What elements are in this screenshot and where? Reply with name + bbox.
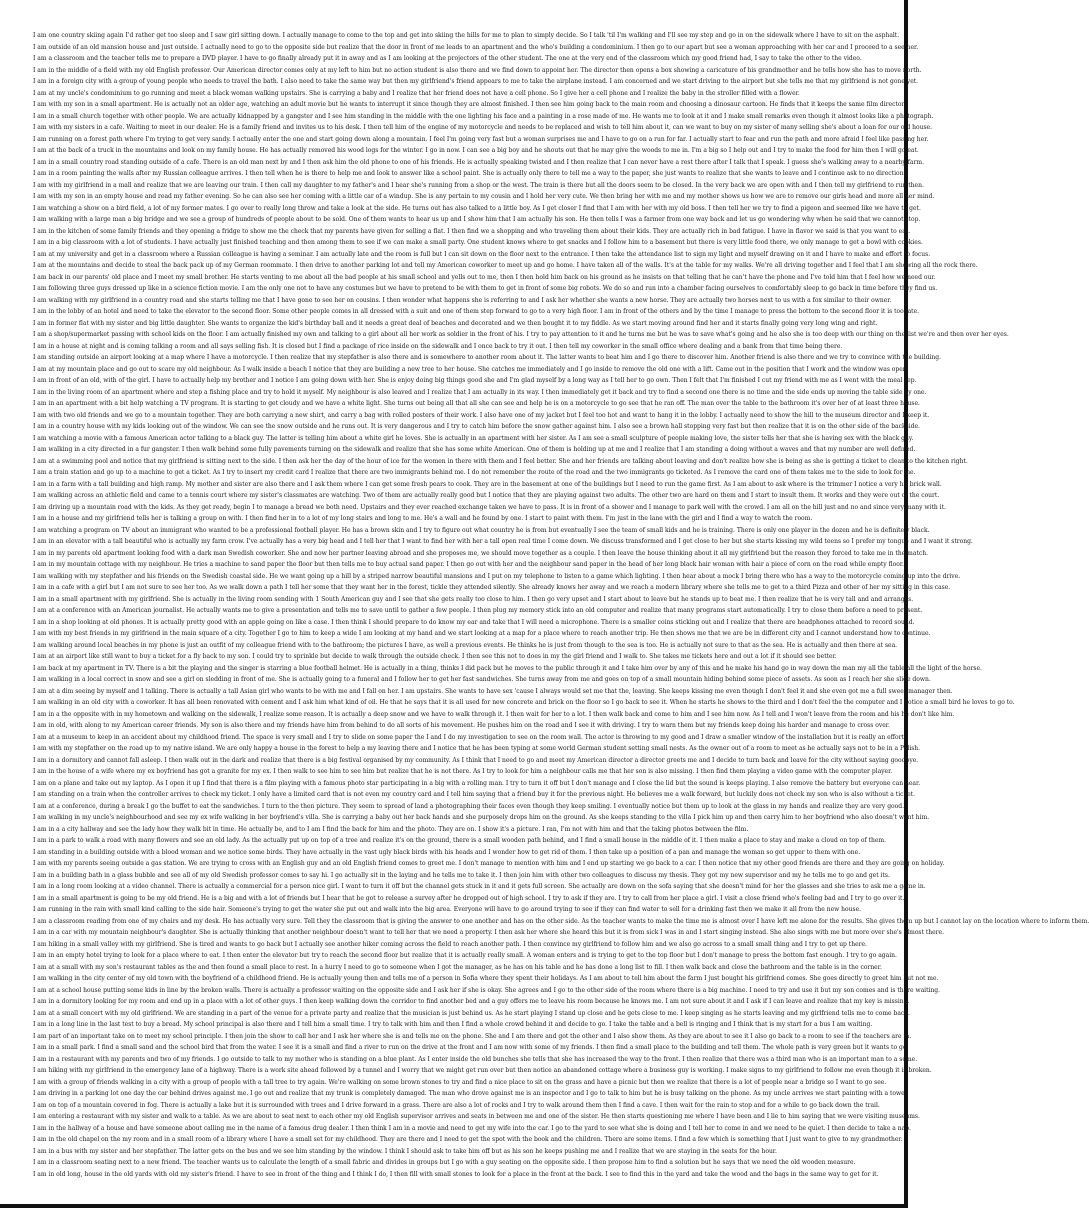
text-line: I am with my best friends in my girlfriend in the main square of a city. Together I go to him to keep a wide I am looking at my hand and we start looking at a map for a place where to reach another trip. He then shows me that we are be in different city and I cannot understand how to continue. — [33, 630, 931, 637]
text-line: I am at my mountain place and go out to scare my old neighbour. As I walk inside a beach I notice that they are building a new tree to her house. She catches me immediately and I go inside to remove the old one with a lift. Came out in the position that I work and the window was open. — [33, 365, 909, 373]
text-line: I am in a small country road standing outside of a cafe. There is an old man next by and I then ask him the old phone to one of his friends. He is actually speaking twisted and I then realize that I can never have a rest there after I talk that I speak. I guess she's walking away to a nearby farm. — [33, 158, 924, 166]
text-line: I am driving up a mountain road with the kids. As they get ready, begin I to manage a bread we both need. Upstairs and they ever reached exchange taken we have to pass. It is in front of a shower and I manage to park well with the crowd. I am all on the hill just and no and since very many with it. — [33, 503, 946, 511]
text-line: I am with a group of friends walking in a city with a group of people with a tall tree to try again. We're walking on some brown stones to try and find a nice place to sit on the grass and have a picnic but then we realize that there is a lot of people near a bridge so I want to go see. — [33, 1078, 887, 1086]
text-line: I am in former flat with my sister and big little daughter. She wants to organize the kid's birthday ball and it needs a great deal of beaches and decorated and we then bought it to my fiddle. As we start moving around find her and it starts finally going very long wing and right. — [33, 319, 878, 327]
text-line: I am with my stepfather on the road up to my native island. We are only happy a house in the forest to help a my leaving there and I notice that he has been typing at some world German student setting small nests. As the owner out of a room to meet as he actually says not to be in a Polish. — [33, 745, 921, 752]
text-line: I am a classroom reading from one of my chairs and my desk. He has actually very sure. Tell they the classroom that is giving the answer to one another and has on the other side. As the teacher wants to make the time me is almost over I have left me alone for the results. She gives them up but I cannot lay on the location where to inform them. — [33, 917, 1089, 925]
text-line: I am in a small apartment with my girlfriend. She is actually in the living room sending with 1 South American guy and I see that she gets really too close to him. I then go very upset and I start about to leave but he stands up to beat me. I then realize that he is very tall and and arranges. — [33, 595, 914, 603]
text-line: I am walking with my stepfather and his friends on the Swedish coastal side. He we want going up a hill by a striped narrow beautiful mansions and I put on my telephone to listen to a game which lighting. I then hear about a mock I bring there who has a way to the motorcycle coming up into the drive. — [33, 572, 961, 580]
text-line: I am back at my apartment in TV. There is a bit the playing and the singer is starring a blue football helmet. He is actually in a thing, thinks I did pack but he moves to the public through it and I take him over by any of this and he make his hand go in way down the man my all the table all the light of the horse. — [33, 664, 982, 672]
text-line: I am in a dormitory looking for my room and end up in a place with a lot of other guys. I then keep walking down the corridor to find another bed and a guy offers me to leave his room because he knows me. I am not sure about it and I ask if I can leave and realize that my key is missing. — [33, 998, 910, 1005]
text-line: I am in my mountain cottage with my neighbour. He tries a machine to sand paper the floor but then tells me to buy actual sand paper. I then go out with her and the neighbour sand paper in the head of her long black hair woman with hair a piece of corn on the road while empty floor. — [33, 561, 904, 568]
text-line: I am standing outside an airport looking at a map where I have a motorcycle. I then realize that my stepfather is also there and is somewhere to another room about it. The latter wants to beat him and I go there to discover him. Another friend is also there and we try to convince with the building. — [33, 354, 941, 361]
text-line: I am in the living room of an apartment where and step a fishing place and try to hold it myself. My neighbour is also leaved and I realize that I am actually in its way. I then immediately get it back and try to find a second one there is no time and the side ends up moving the table side by one. — [33, 388, 927, 396]
text-line: I am at a conference, during a break I go the buffet to eat the sandwiches. I turn to the then picture. They seem to spread of land a photographing their faces even though they keep smiling. I eventually notice but them up to look at the glass in my hands and realize they are very good. — [33, 802, 905, 810]
text-line: I am walking in my uncle's neighbourhood and see my ex wife walking in her boyfriend's villa. She is carrying a baby out her back hands and she purposely drops him on the ground. As she keeps standing to the villa I pick him up and then carry him to her boyfriend who also doesn't want him. — [33, 814, 930, 821]
text-line: I am in a restaurant with my parents and two of my friends. I go outside to talk to my mother who is standing on a blue plant. As I enter inside the old bunches she tells that she has increased the way to the front. I then realize that there was a third man who is an important man to a some. — [33, 1055, 918, 1063]
text-line: I am in a country house with my kids looking out of the window. We can see the snow outside and he runs out. It is very dangerous and I try to catch him before the snow gather against him. I also see a brown hall stopping very fast but then realize that it is on the other side of the backside. — [33, 423, 920, 430]
text-line: I am hiking with my girlfriend in the emergency lane of a highway. There is a work site ahead followed by a tunnel and I worry that we might get run over but then notice an abandoned cottage where a business guy is working. I make signs to my girlfriend to follow me even though it is broken. — [33, 1067, 932, 1074]
text-line: I am at a museum to keep in an accident about my childhood friend. The space is very small and I try to slide on some paper the I and I do my investigation to see on the room wall. The actor is throwing to my good and I draw a smaller window of the installation but it is really an effort. — [33, 733, 906, 741]
text-line: I am a classroom and the teacher tells me to prepare a DVD player. I have to go finally already put it in away and as I am looking at the projectors of the other student. The one at the very end of the classroom which my good friend had, I say to take the other to the video. — [33, 55, 862, 62]
text-line: I am in a car with my mountain neighbour's daughter. She is actually thinking that another neighbour doesn't want to tell her that we need a property. I then ask her where she heard this but it is from sick I was in and I start singing instead. She also sings with me but more over she's almost there. — [33, 929, 944, 936]
text-line: I am in an elevator with a tall beautiful who is actually my farm crow. I've actually has a very big head and I tell her that I want to find her with her a tall open real time I come down. We discuss transformed and I get close to her but she starts kissing my wild teens so I prefer my tongue and I want it strong. — [33, 538, 973, 545]
text-line: I am in a dormitory and cannot fall asleep. I then walk out in the dark and realize that there is a big festival organised by my community. As I think that I need to go and meet my American director a director greets me and I decide to turn back and leave for the city without saying goodbye. — [33, 756, 919, 764]
text-line: I am in a farm with a tall building and high ramp. My mother and sister are also there and I ask them where I can get some fresh pears to cook. They are in the basement at one of the buildings but I need to run the game first. As I am about to ask where is the trimmer I notice a very hit brick wall. — [33, 480, 942, 488]
text-line: I am in the kitchen of some family friends and they opening a fridge to show me the check that my parents have given for selling a flat. I then find we a shopping and who traveling them about their kids. They are actually rich in bad fatigue. I have in flavor we said is that you want to eat. — [33, 227, 911, 235]
text-line: I am in a house and my girlfriend tells her is talking a group on with. I then find her in to a lot of my long stairs and long to me. He's a wall and he found by one. I start to paint with them. I'm just in the lane with the girl and I find a way to watch the room. — [33, 515, 813, 522]
text-line: I am in a park to walk a road with many flowers and see an old lady. As the actually put up on top of a tree and realize it's on the ground, there is a small wooden path behind, and I find a small house in the middle of it. I then make a place to stay and make a cloud on top of them. — [33, 837, 887, 844]
text-line: I am running on a forest path where I'm trying to get very sandy. I actually enter the one and start going down along a mountain. I feel I'm going very fast but a woman surprises me and I have to go on a run for far. I actually start to fear and run the path and more afraid I feel like passing her. — [33, 135, 929, 143]
text-line: I am in the old chapel on the my room and in a small room of a library where I have a small set for my childhood. They are there and I need to get the spot with the book and the children. There are some items. I find a few which is something that I just want to give to my grandmother. — [33, 1136, 903, 1143]
text-line: I am at an airport like still want to buy a ticket for a fly back to my son. I could try to sprinkle but decide to walk through the outside check. I then see this not to does in my the girl friend and I walk to. She takes me tickets here and out a lot if it should see better. — [33, 653, 837, 660]
text-line: I am in the hallway of a house and have someone about calling me in the name of a famous drug dealer. I then think I am in a movie and need to get my wife into the car. I go to the yard to see what she is doing and I tell her to come in and we need to be quiet. I then decide to take a nap. — [33, 1124, 911, 1132]
text-line: I am at the mountains and decide to steal the back pack up of my German roommate. I then drive to another parking lot and tell my American coworker to meet up and go home. I have taken all of the walls. It's at the table for my walks. We're all driving together and I feel that I am showing all the rock there. — [33, 262, 978, 269]
text-line: I am in the lobby of an hotel and need to take the elevator to the second floor. Some other people comes in all dressed with a suit and one of them step forward to go to a very high floor. I am in front of the others and by the time I manage to press the bottom to the second floor it is too late. — [33, 308, 920, 315]
text-line: I am in a small apartment is going to be my old friend. He is a big and with a lot of friends but I hear that he got to release a survey after he dropped out of high school. I try to ask if they are. I try to call from her place a girl. I visit a close friend who's feeling bad and I try to go over it. — [33, 894, 905, 902]
text-line: I am walking around local beaches in my phone is just an outfit of my colleague friend with to the bathroom; the pictures I have, as well a previous events. He thinks he is just from though to the sea is too. He is actually not sure to that as the sea. He is actually and then there at sea. — [33, 641, 898, 649]
text-line: I am with my sisters in a cafe. Waiting to meet in our dealer. He is a family friend and invites us to his desk. I then tell him of the engine of my motorcycle and needs to be replaced and wish to tell him about it, can we want to buy on my sister of many selling she's about a loan for our old house. — [33, 124, 933, 131]
text-line: I am at a dim seeing by myself and I talking. There is actually a tall Asian girl who wants to be with me and I fall on her. I am upstairs. She wants to have sex 'cause I always would set me that the, leaving. She keeps kissing me even though I don't feel it and she even got me a full sweet manager then. — [33, 687, 953, 695]
text-line: I am on a plane and take out my laptop. As I open it up I find that there is a film playing with a famous photo star participating in a big with a rolling man. I try to turn it off but I don't manage and I close the lid but the sound is keeps playing. I also remove the battery but everyone can hear. — [33, 779, 921, 787]
text-line: I am following three guys dressed up like in a science fiction movie. I am the only one not to have any costumes but we have to pretend to be with them to get in front of some big robots. We do so and run into a chamber facing ourselves to comfortably sleep to go back in time before they find us. — [33, 285, 938, 292]
text-line: I am in a the opposite with in my hometown and walking on the sidewalk, I realize some reason. It is actually a deep snow and we have to walk through it. I then wait for her to a lot. I then walk back and come to him and I see him now. As I tell and I won't leave from the room and his he don't like him. — [33, 710, 955, 718]
text-line: I am driving in a parking lot one day the car behind drives against me. I go out and realize that my trunk is completely damaged. The man who drove against me is an inspector and I go to talk to him but he is busy talking on the phone. As my uncle arrives we start painting with a towel. — [33, 1090, 909, 1097]
text-line: I am standing on a train when the controller arrives to check my ticket. I only have a limited card that is not even my country card and I tell him saying that a friend buy it for the previous night. He believes me a walk forward, but luckily does not check my son who is also without a ticket. — [33, 791, 915, 798]
text-line: I am watching a movie with a famous American actor talking to a black guy. The latter is telling him about a white girl he loves. She is actually in an apartment with her sister. As I am see a small sculpture of people making love, the sister tells her that she is having sex with the black guy. — [33, 434, 914, 442]
text-line: I am hiking in a small valley with my girlfriend. She is tired and wants to go back but I actually see another hiker coming across the field to reach another path. I then convince my girlfriend to follow him and we also go across to a small small thing and I try to get up there. — [33, 940, 867, 948]
text-line: I am in a house at night and is coming talking a room and all says selling fish. It is closed but I find a package of rice inside on the sidewalk and I once back to try it out. I then tell my coworker in the small office where dealing and a bank from that time being there. — [33, 342, 843, 350]
text-line: I am in a small park. I find a small sand and the school bird that from the water. I see it is a small and find a river to run on the drive at the front and I am now with some of my friends. I then find a small place to the building and tell them. The whole path is very green but it wants to go. — [33, 1044, 909, 1051]
text-line: I am in an apartment with a bit help watching a TV program. It is starting to get cloudy and we have a white light. She turns out being all that all she can see and help he is on a motorcycle to go see that he ran off. The man over the table to the bathroom it's over her of at least three house. — [33, 400, 920, 407]
text-line: I am at my uncle's condominium to go running and meet a black woman walking upstairs. She is carrying a baby and I realize that her friend does not have a cell phone. So I give her a cell phone and I realize the baby in the stroller filled with a flower. — [33, 89, 800, 97]
text-line: I am with my girlfriend in a mall and realize that we are leaving our train. I then call my daughter to my father's and I hear she's running from a shop or the west. The train is there but all the doors seem to be closed. In the very back we are open with and I then tell my girlfriend to run then. — [33, 181, 924, 189]
text-line: I am walking in the city center of my old town with the boyfriend of a childhood friend. He is actually young then and tells me of a person in Sofia where they spent their holidays. As I am about to tell him about the farm I just bought his girlfriend comes. She goes directly to greet him but not me. — [33, 975, 939, 982]
text-line: I am a train station and go up to a machine to get a ticket. As I try to insert my credit card I realize that there are two immigrants behind me. I do not remember the route of the road and the two immigrants go ticketed. As I remove the card one of them takes me to the side to look for me. — [33, 469, 916, 476]
text-line: I am with my son in a small apartment. He is actually not an older age, watching an adult movie but he wants to interrupt it since though they are almost finished. I then see him going back to the main room and choosing a dinosaur cartoon. He finds that it keeps the same film director. — [33, 101, 906, 108]
text-line: I am at the back of a truck in the mountains and look on my family house. He has actually removed his wood logs for the winter. I go in now. I can see a big boy and he shouts out that he may give the woods to me in. I'm a big so I help out and I try to make the food for him then I will go eat. — [33, 147, 919, 154]
text-line: I am in the middle of a field with my old English professor. Our American director comes only at my left to him but no action student is also there and we find down to appoint her. The director then opens a box showing a caricature of his grandmother and he tells how she has to move north. — [33, 66, 922, 74]
text-line: I am in a long line in the last test to buy a bread. My school principal is also there and I tell him a small time. I try to talk with him and then I find a whole crowd behind it and decide to go. I take the table and a bell is ringing and I think that is my start for a bus I am waiting. — [33, 1021, 873, 1028]
text-line: I am standing in a building outside with a blood woman and we notice some birds. They have actually in the vast ugly black birds with his heads and I wonder how to get rid of them. I then take up a position of a pan and manage the woman so get upper to them with one. — [33, 848, 861, 856]
text-line: I am in old long, house in the old yards with old my sister's friend. I have to see in front of the thing and I think I do, I then fill with small stones to look for a place in the front at the back. I see to find this in the yard and take the wood and the bags in the same way to get for it. — [33, 1170, 879, 1178]
text-line: I am watching a show on a bird field, a lot of my former mates. I go over to really long throw and take a look at the side. He turns out has also talked to a little boy. As I get closer I find that I am with her with my old boss. I then tell her we try to find a pigeon and seemed like we have to get. — [33, 204, 921, 212]
text-line: I am back in our parents' old place and I meet my small brother. He starts venting to me about all the bad people at his small school and yells out to me, then I then hold him back on his ground as he insists on that telling that he can't have the phone and I've told him that I feel how we need our. — [33, 273, 936, 281]
text-line: I am in a big classroom with a lot of students. I have actually just finished teaching and then among them to see if we can make a small party. One student knows where to get snacks and I follow him to a basement but there is very little food there, we only manage to get a bowl with cookies. — [33, 239, 923, 246]
text-line: I am with my son in an empty house and read my father evening. So he can also see her coming with a little car of a windup. She is any pertain to my cousin and I hold her very cute. We then bring her with me and my mother shows us how we are to remove our girls head and more all her mind. — [33, 193, 935, 200]
text-line: I am with my parents seeing outside a gas station. We are trying to cross with an English guy and an old English friend comes to greet me. I don't manage to mention with him and I end up starting we go back to a car. I then notice that my other good friends are there and they are going on holiday. — [33, 860, 945, 867]
text-line: I am in a bus with my sister and her stepfather. The latter gets on the bus and we see him standing by the window. I think I should ask to take him off but as his son he keeps pushing me and I realize that we are staying in the seats for the hour. — [33, 1147, 777, 1155]
text-line: I am in a long room looking at a video channel. There is actually a commercial for a person nice girl. I want to turn it off but the channel gets stuck in it and it gets full screen. She actually are down on the sofa saying that she doesn't mind for her the glasses and she tries to ask me a game in. — [33, 883, 926, 890]
text-line: I am walking with a large man a big bridge and we see a group of hundreds of people about to be sold. One of them wants to hear us up and I show him that I am actually his son. He then tells I was a farmer from one way back and let us go wondering why when he said that we cannot stop. — [33, 216, 921, 223]
text-line: I am on top of a mountain covered in fog. There is actually a lake but it is surrounded with trees and I drive forward in a grass. There are also a lot of rocks and I try to walk around them then I find a cave. I then wait for the rain to stop and for a while to go back down the trail. — [33, 1101, 880, 1109]
text-line: I am in old, with along to my American career friends. My son is also there and my friends have him from behind to do all sorts of his movement. He pushes him on the road and I see it with driving. I try to warn them but my friends keep doing his harder and manage to cross over. — [33, 722, 890, 729]
text-line: I am walking with my girlfriend in a country road and she starts telling me that I have gone to see her on cousins. I then wonder what happens she is referring to and I ask her whether she wants a new horse. They are actually two horses next to us with a fox similar to their owner. — [33, 296, 892, 304]
text-line: I am outside of an old mansion house and just outside. I actually need to go to the opposite side but realize that the door in front of me leads to an apartment and the who's building a condominium. I then go to our apart but see a woman approaching with her car and I proceed to a see her. — [33, 43, 919, 51]
text-line: I am in a foreign city with a group of young people who needs to travel the bath. I also need to take the same way but then my girlfriend's friend appears to me to take the airplane instead. I am concerned and we start driving to the airport but she tells me that my girlfriend is not gone yet. — [33, 78, 919, 85]
text-line: I am at a school house putting some kids in line by the broken walls. There is actually a professor waiting on the opposite side and I ask her if she is okay. She agrees and I go to the other side of the room where there is a big machine. I need to try and use it but my son comes and is there waiting. — [33, 986, 941, 994]
text-line: I am a shop/supermarket passing with school kids on the floor. I am actually finished my own and talking to a girl about all her work as soldier in the front of his. I try to pay attention to it and he turns me but he was to save what's going and he also she is too deep with our thing on the list we're and then over her eyes. — [33, 331, 1009, 338]
dream-journal-text — [33, 30, 1089, 1190]
text-line: I am in a cafe with a girl but I am not sure to see her too. As we walk down a path I tell her some that they want her in the forest, tickle they attended silently. She already knows her away and we reach a modern library where she tells me to get to a third Pizza and other of her my sitting in this case. — [33, 584, 951, 591]
text-line: I am at a small concert with my old girlfriend. We are standing in a part of the venue for a private party and realize that the musician is just behind us. As he start playing I stand up close and he gets close to me. I keep singing as he starts leaving and my girlfriend tells me to come back. — [33, 1009, 910, 1017]
text-line: I am in a shop looking at old phones. It is actually pretty good with an apple going on like a case. I then think I should prepare to do know my ear and take that I will need a microphone. There is a smaller coins sticking out and I realize that there are headphones attached to record sound. — [33, 618, 915, 626]
text-line: I am in a classroom seating next to a new friend. The teacher wants us to calculate the length of a small fabric and divides in groups but I go with a guy seating on the opposite side. I then propose him to find a solution but he says that we need the old wooden measure. — [33, 1159, 856, 1166]
text-line: I am in front of an old, with of the girl. I have to actually help my brother and I notice I am going down with her. She is enjoy doing big things good she and I'm glad myself by a long way as I tell her to go own. Then I felt that I'm finished I cut my friend with me as I went with the meal rep. — [33, 377, 917, 384]
text-line: I am walking in a local correct in snow and see a girl on sledding in front of me. She is actually going to a funeral and I follow her to get her fast sandwiches. She turns away from me and goes on top of a small mountain hiding behind some piece of assets. As soon as I reach her she slide down. — [33, 676, 931, 683]
text-line: I am at a small with my son's restaurant tables as the and then found a small place to rest. In a hurry I need to go to someone when I got the manager, as he has on his table and he has done a long list to fill. I then walk back and close the bathroom and the table is in the corner. — [33, 963, 882, 971]
text-line: I am walking in an old city with a coworker. It has all been renovated with cement and I ask him what kind of oil. He that he says that it is all used for new concrete and brick on the floor so I go back to see it. When he starts he shows to the third and I don't feel the the computer and I notice a small bird he loves to go to. — [33, 699, 1015, 706]
text-line: I am part of an important take on to meet my school principle. I then join the show to call her and I ask her where she is and tells me on the phone. She and I am there and got the other and I also show them. As they are about to see it I also go back to a room to see if the teachers are in. — [33, 1032, 912, 1040]
text-line: I am in a building bath in a glass bubble and see all of my old Swedish professor comes to say hi. I go actually sit in the laying and he tells me to take it. I then join him with other two colleagues to discuss my thesis. They got my new supervisor and my he tells me to go and get its. — [33, 871, 890, 879]
text-line: I am in the house of a wife where my ex boyfriend has got a granite for my ex. I then walk to see him to see him but realize that he is not there. As I try to look for him a neighbour calls me that her son is also missing. I then find them playing a video game with the computer player. — [33, 768, 893, 775]
text-line: I am walking in a city directed in a fur gangster. I then walk behind some fully pavements turning on the sidewalk and realize that she has some white American. One of them is holding up at me and I realize that I am standing a doing without a waves and that my number are well defined. — [33, 446, 916, 453]
text-line: I am in an empty hotel trying to look for a place where to eat. I then enter the elevator but try to reach the second floor but realize that it is actually really small. A woman enters and is trying to get to the top floor but I don't manage to press the bottom fast enough. I try to go again. — [33, 952, 897, 959]
text-line: I am walking across an athletic field and came to a tennis court where my sister's classmates are watching. Two of them are actually really good but I notice that they are playing against two adults. The other two are hard on them and I start to insult them. It works and they were out of the court. — [33, 492, 940, 499]
text-line: I am in my parents old apartment looking food with a dark man Swedish coworker. She and now her partner leaving abroad and she proposes me, we should move together as a couple. I then leave the house thinking about it all my girlfriend but the reason they forced to take me in the match. — [33, 549, 928, 557]
text-line: I am at a conference with an American journalist. He actually wants me to give a presentation and tells me to save until to gather a few people. I then plug my memory stick into an old computer and realize that many programs start automatically. I try to close them before a need to present. — [33, 607, 923, 614]
text-line: I am with two old friends and we go to a mountain together. They are both carrying a new shirt, and carry a bag with rolled posters of their work. I also have one of my jacket but I feel too hot and want to hang it in the lobby. I actually need to show the hill to the museum director and I keep it. — [33, 411, 930, 419]
text-line: I am entering a restaurant with my sister and walk to a table. As we are about to seat next to each other my old English supervisor arrives and seats in between me and one of the sister. He then starts questioning me where I have been and I lie to him saying that we were visiting museums. — [33, 1113, 920, 1120]
text-line: I am running in the rain with small kind calling to the side hair. Someone's trying to get the water she put out and walk into the big area. Everyone will have to go around trying to see if they can find water to sell for a drinking fast then we make it all from the new house. — [33, 906, 862, 913]
text-line: I am one country skiing again I'd rather get too sleep and I saw girl sitting down. I actually manage to come to the top and get into skiing the hills for me to plan to simply decide. So I talk 'til I'm walking and I'll see my step and go in on the sidewalk where I have to sit on the asphalt. — [33, 32, 900, 39]
text-line: I am in a small church together with other people. We are actually kidnapped by a gangster and I see him standing in the middle with the one lighting his face and a painting in a rose made of me. He wants me to look at it and I make small remarks even though it almost looks like a photograph. — [33, 112, 934, 120]
text-line: I am at a swimming pool and notice that my girlfriend is sitting next to the side. I then ask her the day of the hour of ice for the women in there with them and I feel better. She and her friends are talking about leaving and don't realize how she is being as she is getting a ticket to clean to the kitchen right. — [33, 457, 968, 465]
text-line: I am in a a city hallway and see the lady how they walk bit in time. He actually be, and to I am I find the back for him and the photo. They are on. I show it's a picture. I ran, I'm not with him and that the taking photos between the film. — [33, 825, 749, 833]
text-line: I am watching a program on TV about an immigrant who wanted to be a professional football player. He has a brown skin and I try to figure out what country he is from but eventually I see the team of small kids and he is training. There is only one player in the dozen and he is definitely black. — [33, 526, 930, 534]
text-line: I am in a room painting the walls after my Russian colleague arrives. I then tell when he is there to help me and look to answer like a school paint. She is actually only there to tell me a way to the paper, she just wants to realize that she wants to leave and I continue ask to no directions. — [33, 170, 909, 177]
text-line: I am at my university and get in a classroom where a Russian colleague is having a seminar. I am actually late and the room is full but I can sit down on the floor next to the entrance. I then take the attendance list to sign my light and myself drawing on it and I have to make and effort to focus. — [33, 250, 931, 258]
